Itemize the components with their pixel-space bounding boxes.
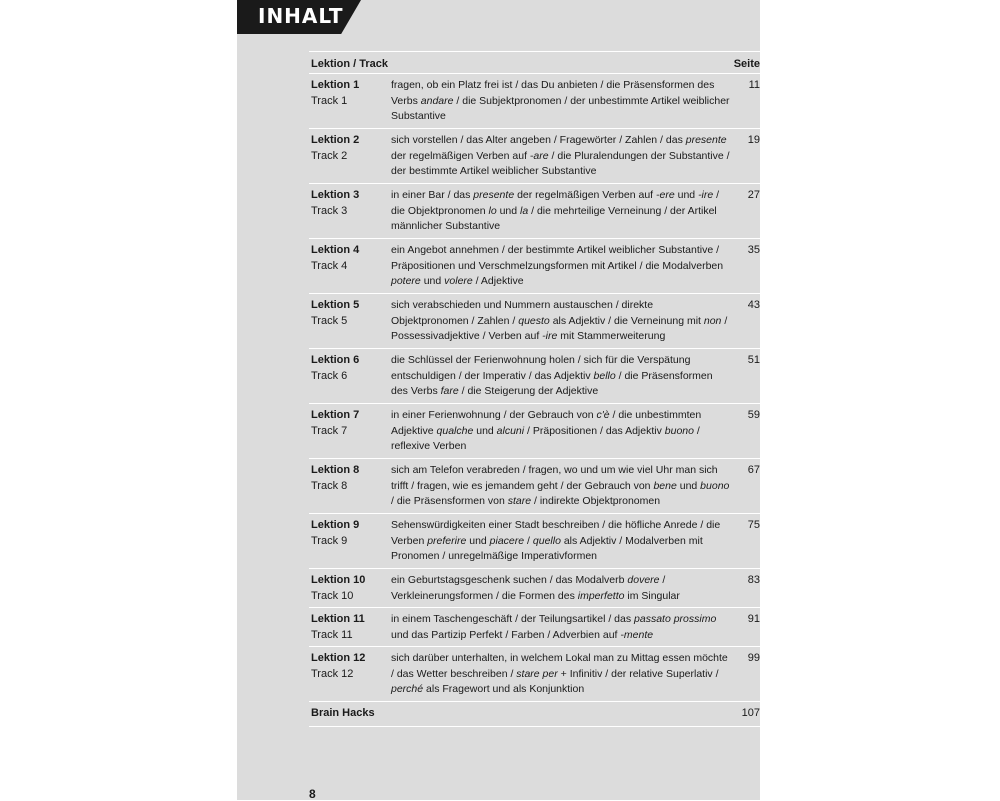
description-text: ein Geburtstagsgeschenk suchen / das Modalverb: [391, 574, 628, 586]
description-text: Verbs: [391, 94, 421, 107]
brain-hacks-page: 107: [741, 707, 760, 719]
description-text: weiblicher Substantive: [391, 94, 730, 122]
italic-term: -ere: [656, 189, 675, 201]
description-text: sich vorstellen / das Alter angeben / Fragewörter / Zahlen / das: [391, 134, 686, 146]
page-ref: 99: [747, 652, 760, 664]
description-text: der regelmäßigen Verben auf: [514, 189, 657, 201]
track-name: Track 2: [311, 149, 348, 162]
italic-term: buono: [664, 424, 694, 437]
description-text: als Adjektiv / die Verneinung mit: [549, 314, 704, 327]
italic-term: alcuni: [496, 424, 525, 437]
italic-term: lo: [488, 204, 497, 217]
italic-term: dovere: [627, 574, 660, 586]
lesson-track-label: [311, 353, 359, 384]
track-name: Track 10: [311, 589, 354, 602]
lesson-description: [391, 463, 731, 510]
lesson-name: Lektion 3: [311, 189, 360, 201]
brain-hacks-label: Brain Hacks: [311, 707, 375, 719]
lesson-name: Lektion 5: [311, 299, 360, 311]
description-text: als Adjektiv / Modalverben mit Pronomen / unregelmäßige Imperativformen: [391, 534, 703, 562]
description-text: und: [473, 424, 497, 437]
italic-term: perché: [391, 683, 424, 695]
lesson-description: [391, 133, 731, 180]
lesson-name: Lektion 7: [311, 409, 360, 421]
lesson-description: [391, 78, 731, 125]
lesson-track-label: [311, 573, 365, 604]
description-text: in einer Bar / das: [391, 189, 474, 201]
lesson-track-label: [311, 612, 365, 643]
italic-term: stare per: [516, 667, 558, 680]
lesson-name: Lektion 11: [311, 613, 365, 625]
lesson-track-label: [311, 518, 359, 549]
lesson-name: Lektion 6: [311, 354, 360, 366]
description-text: Sehenswürdigkeiten einer Stadt beschreiben / die höfliche Anrede / die Verben: [391, 519, 721, 547]
lesson-description: [391, 353, 731, 400]
italic-term: volere: [444, 275, 473, 287]
lesson-name: Lektion 2: [311, 134, 360, 146]
description-text: / reflexive Verben: [391, 424, 700, 452]
description-text: sich darüber unterhalten, in welchem Lokal man zu Mittag essen möchte / das Wetter beschreiben /: [391, 652, 728, 680]
italic-term: potere: [391, 275, 421, 287]
toc-row[interactable]: [309, 239, 760, 293]
description-text: + Infinitiv / der relative Superlativ /: [557, 667, 719, 680]
description-text: / Präpositionen / das Adjektiv: [524, 424, 665, 437]
page-ref: 67: [747, 464, 760, 476]
lesson-description: [391, 408, 731, 455]
description-text: / indirekte Objektpronomen: [531, 495, 661, 507]
description-text: sich verabschieden und Nummern austauschen / direkte Objektpronomen / Zahlen /: [391, 299, 654, 327]
italic-term: -ire: [698, 189, 714, 201]
lesson-track-label: [311, 188, 359, 219]
table-of-contents: [309, 51, 760, 727]
description-text: in einer Ferienwohnung / der Gebrauch von: [391, 409, 597, 421]
lesson-track-label: [311, 243, 359, 274]
toc-row[interactable]: [309, 608, 760, 646]
description-text: / die Pluralendungen der Substantive / der bestimmte Artikel weiblicher Substantive: [391, 149, 730, 177]
page-ref: 91: [747, 613, 760, 625]
toc-row[interactable]: [309, 294, 760, 348]
track-name: Track 8: [311, 479, 348, 492]
description-text: / die unbestimmten Adjektive: [391, 409, 702, 437]
description-text: mit Stammerweiterung: [557, 330, 666, 342]
description-text: sich am Telefon verabreden / fragen, wo und um wie viel Uhr man sich trifft / fragen, wie es jemandem geht / der Gebrauch von: [391, 464, 718, 492]
description-text: die Schlüssel der Ferienwohnung holen / sich für die Verspätung entschuldigen / der Imperativ / das Adjektiv: [391, 354, 691, 382]
description-text: / Verkleinerungsformen / die Formen des: [391, 574, 666, 602]
lesson-name: Lektion 9: [311, 519, 360, 531]
italic-term: c'è: [596, 409, 610, 421]
italic-term: fare: [440, 385, 459, 397]
description-text: und: [420, 275, 445, 287]
description-text: der regelmäßigen Verben auf: [391, 149, 530, 162]
toc-row-brain-hacks[interactable]: [309, 702, 760, 726]
description-text: / die Präsensformen des Verbs: [391, 369, 713, 397]
track-name: Track 12: [311, 667, 354, 680]
document-page: [237, 0, 760, 800]
page-number: 8: [309, 787, 316, 801]
italic-term: la: [520, 204, 529, 217]
italic-term: non: [703, 314, 722, 327]
toc-row[interactable]: [309, 74, 760, 128]
lesson-description: [391, 518, 731, 565]
italic-term: passato prossimo: [634, 613, 717, 625]
description-text: als Fragewort und als Konjunktion: [423, 683, 585, 695]
page-ref: 83: [747, 574, 760, 586]
description-text: / Possessivadjektive / Verben auf: [391, 314, 728, 342]
description-text: und: [676, 479, 701, 492]
lesson-name: Lektion 8: [311, 464, 360, 476]
toc-row[interactable]: [309, 647, 760, 701]
page-ref: 11: [748, 79, 760, 91]
description-text: / die Subjektpronomen / der unbestimmte Artikel: [453, 94, 683, 107]
description-text: / Adjektive: [472, 275, 524, 287]
lesson-name: Lektion 1: [311, 79, 360, 91]
lesson-description: [391, 651, 731, 698]
track-name: Track 11: [311, 628, 353, 641]
page-ref: 75: [747, 519, 760, 531]
toc-row[interactable]: [309, 459, 760, 513]
toc-row[interactable]: [309, 404, 760, 458]
italic-term: presente: [685, 134, 727, 146]
italic-term: questo: [518, 314, 550, 327]
header-page: Seite: [733, 58, 760, 70]
page-ref: 27: [747, 189, 760, 201]
toc-row[interactable]: [309, 514, 760, 568]
description-text: und: [674, 189, 699, 201]
description-text: / die mehrteilige Verneinung / der Artikel männlicher Substantive: [391, 204, 717, 232]
italic-term: stare: [507, 495, 532, 507]
description-text: im Singular: [624, 589, 680, 602]
track-name: Track 9: [311, 534, 348, 547]
page-ref: 35: [747, 244, 760, 256]
lesson-name: Lektion 12: [311, 652, 366, 664]
description-text: in einem Taschengeschäft / der Teilungsartikel / das: [391, 613, 635, 625]
italic-term: imperfetto: [577, 589, 625, 602]
lesson-track-label: [311, 133, 359, 164]
italic-term: quello: [532, 534, 561, 547]
toc-row[interactable]: [309, 569, 760, 607]
lesson-track-label: [311, 651, 365, 682]
italic-term: -ire: [542, 330, 558, 342]
lesson-description: [391, 298, 731, 345]
track-name: Track 1: [311, 94, 348, 107]
italic-term: qualche: [436, 424, 474, 437]
track-name: Track 5: [311, 314, 348, 327]
toc-row[interactable]: [309, 184, 760, 238]
italic-term: -mente: [620, 628, 654, 641]
lesson-track-label: [311, 78, 359, 109]
italic-term: -are: [529, 149, 549, 162]
italic-term: piacere: [489, 534, 525, 547]
description-text: und: [466, 534, 490, 547]
description-text: /: [524, 534, 533, 547]
lesson-name: Lektion 10: [311, 574, 366, 586]
track-name: Track 7: [311, 424, 348, 437]
lesson-description: [391, 612, 731, 643]
italic-term: andare: [420, 94, 454, 107]
description-text: / die Objektpronomen: [391, 189, 720, 217]
italic-term: bello: [593, 369, 616, 382]
lesson-description: [391, 188, 731, 235]
track-name: Track 4: [311, 259, 348, 272]
toc-row[interactable]: [309, 129, 760, 183]
description-text: / die Präsensformen von: [391, 495, 508, 507]
page-ref: 43: [747, 299, 760, 311]
lesson-description: [391, 243, 731, 290]
lesson-track-label: [311, 298, 359, 329]
section-title: INHALT: [258, 4, 344, 28]
toc-row[interactable]: [309, 349, 760, 403]
italic-term: preferire: [427, 534, 467, 547]
page-ref: 59: [747, 409, 760, 421]
toc-header: [309, 52, 760, 73]
track-name: Track 3: [311, 204, 348, 217]
description-text: ein Angebot annehmen / der bestimmte Artikel weiblicher Substantive / Präpositionen und Verschmelzungsformen mit Artikel / die Modalverben: [391, 244, 724, 272]
lesson-name: Lektion 4: [311, 244, 360, 256]
description-text: und: [496, 204, 521, 217]
page-ref: 51: [747, 354, 760, 366]
italic-term: presente: [473, 189, 515, 201]
description-text: fragen, ob ein Platz frei ist / das Du anbieten / die Präsensformen des: [391, 79, 715, 91]
lesson-track-label: [311, 408, 359, 439]
lesson-track-label: [311, 463, 359, 494]
description-text: und das Partizip Perfekt / Farben / Adverbien auf: [391, 628, 621, 641]
italic-term: bene: [653, 479, 677, 492]
lesson-description: [391, 573, 731, 604]
header-lesson-track: Lektion / Track: [311, 58, 389, 70]
track-name: Track 6: [311, 369, 348, 382]
italic-term: buono: [700, 479, 730, 492]
page-ref: 19: [747, 134, 760, 146]
description-text: / die Steigerung der Adjektive: [458, 385, 599, 397]
